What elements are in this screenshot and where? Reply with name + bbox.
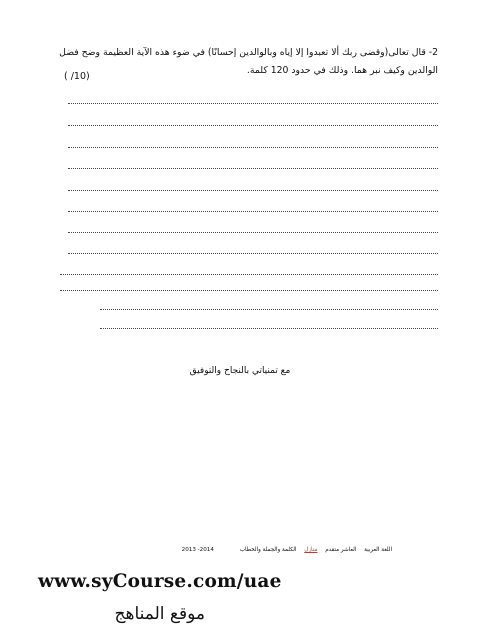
question-text-line-1: 2- قال تعالى(وقضى ربك ألا تعبدوا إلا إياه وبالوالدين إحسانًا) في ضوء هذه الآية العظيمة وضح فضل <box>59 47 438 58</box>
answer-line[interactable] <box>68 125 438 126</box>
footer-subject: اللغة العربية <box>364 547 392 553</box>
answer-line[interactable] <box>68 190 438 191</box>
answer-line[interactable] <box>60 290 438 291</box>
answer-line[interactable] <box>100 328 438 329</box>
answer-line[interactable] <box>68 103 438 104</box>
question-text-line-2: الوالدين وكيف نبر هما. وذلك في حدود 120 كلمة. <box>246 65 438 76</box>
answer-line[interactable] <box>68 232 438 233</box>
answer-line[interactable] <box>60 274 438 275</box>
footer-grade: العاشر متقدم <box>325 547 357 553</box>
answer-line[interactable] <box>68 147 438 148</box>
footer-year: 2013 -2014 <box>181 547 214 553</box>
score-box: ( /10) <box>64 71 90 82</box>
site-url-watermark: www.syCourse.com/uae <box>38 571 282 592</box>
question-block <box>58 44 438 80</box>
answer-line[interactable] <box>68 211 438 212</box>
footer-unit: الكلمة والجملة والخطاب <box>239 547 297 553</box>
footer-source: منازل <box>304 547 318 553</box>
answer-line[interactable] <box>68 253 438 254</box>
answer-line[interactable] <box>100 309 438 310</box>
site-name-watermark: موقع المناهج <box>114 604 205 624</box>
answer-line[interactable] <box>68 168 438 169</box>
page-footer <box>122 547 392 553</box>
closing-wish: مع تمنياتي بالنجاح والتوفيق <box>189 366 291 376</box>
